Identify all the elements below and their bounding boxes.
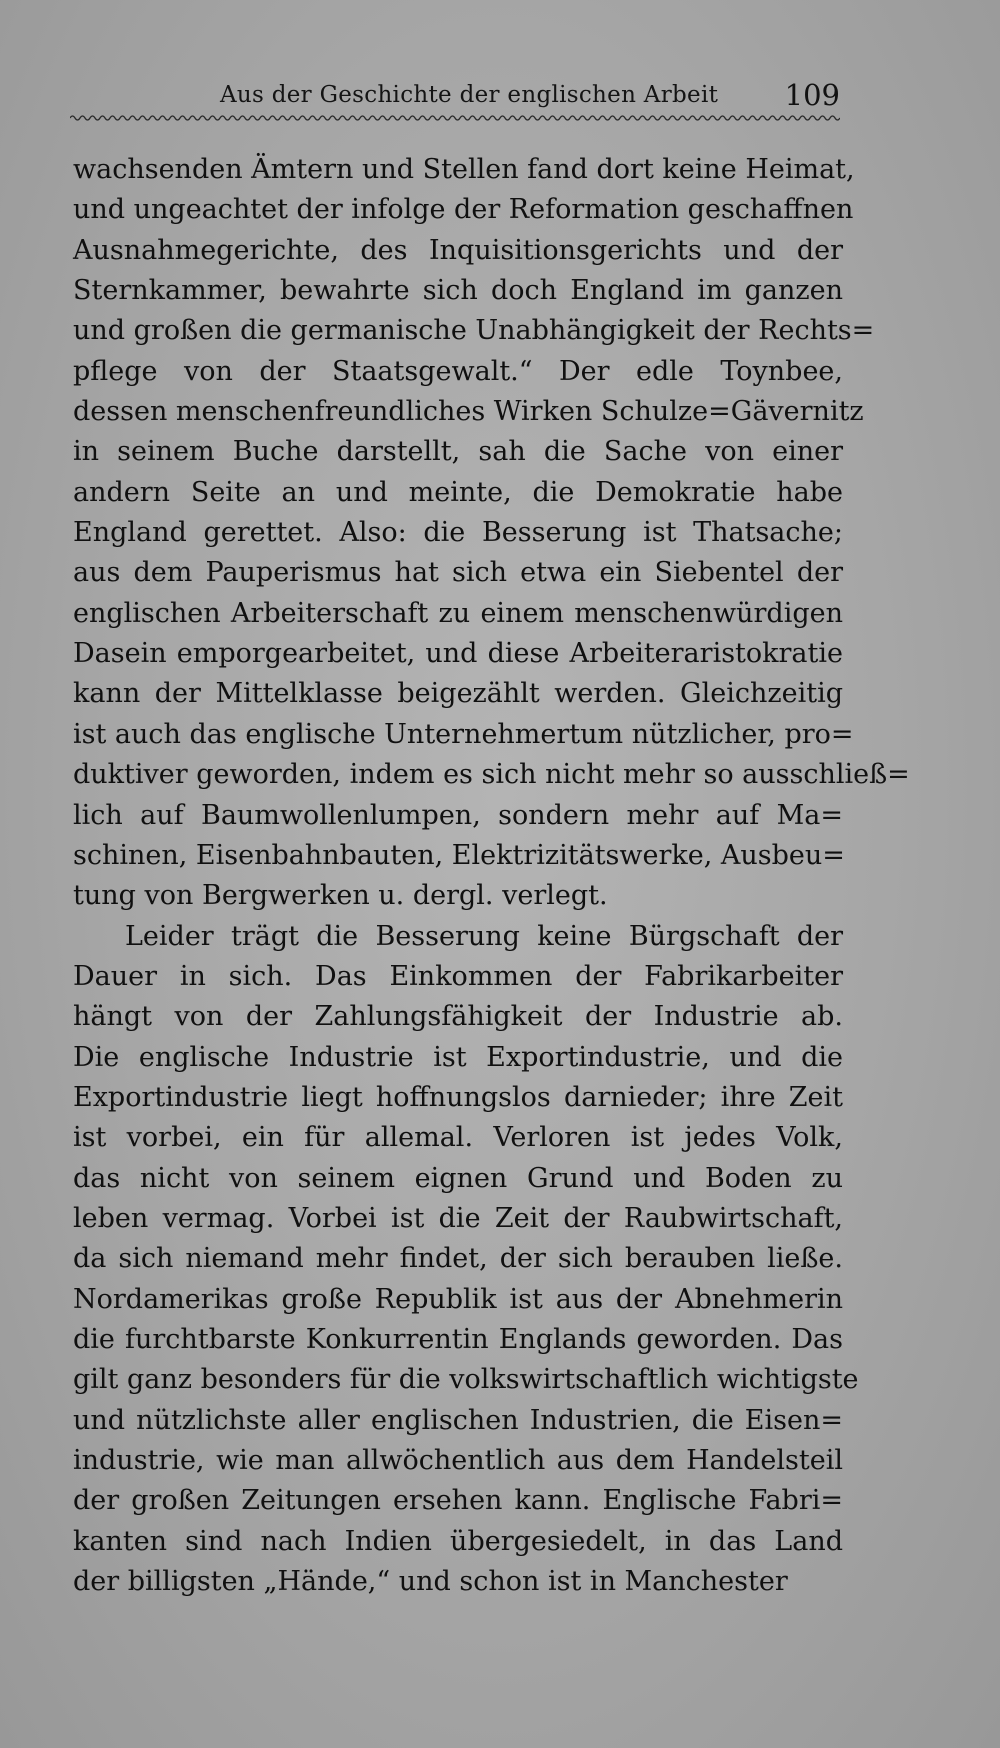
text-line: duktiver geworden, indem es sich nicht mehr so ausschließ= [73,759,910,791]
page-number: 109 [784,78,840,112]
text-line: Dauer in sich. Das Einkommen der Fabrikarbeiter [73,960,843,992]
text-line: Leider trägt die Besserung keine Bürgschaft der [125,920,843,952]
text-line: industrie, wie man allwöchentlich aus dem Handelsteil [73,1445,843,1476]
text-line: leben vermag. Vorbei ist die Zeit der Raubwirtschaft, [73,1202,843,1234]
text-line: der großen Zeitungen ersehen kann. Englische Fabri= [73,1485,843,1517]
text-line: tung von Bergwerken u. dergl. verlegt. [73,880,608,912]
text-line: und ungeachtet der infolge der Reformation geschaffnen [73,194,854,226]
text-line: ist auch das englische Unternehmertum nützlicher, pro= [73,718,854,750]
text-line: da sich niemand mehr findet, der sich berauben ließe. [73,1243,843,1275]
text-line: gilt ganz besonders für die volkswirtschaftlich wichtigste [73,1364,859,1396]
text-line: und nützlichste aller englischen Industrien, die Eisen= [73,1404,843,1436]
text-line: aus dem Pauperismus hat sich etwa ein Siebentel der [73,557,843,589]
text-line: England gerettet. Also: die Besserung ist Thatsache; [73,517,843,549]
text-line: hängt von der Zahlungsfähigkeit der Industrie ab. [73,1001,843,1033]
text-line: dessen menschenfreundliches Wirken Schulze=Gävernitz [73,396,864,428]
text-line: Ausnahmegerichte, des Inquisitionsgerichts und der [73,234,843,266]
text-line: schinen, Eisenbahnbauten, Elektrizitätswerke, Ausbeu= [73,839,845,871]
text-line: ist vorbei, ein für allemal. Verloren ist jedes Volk, [73,1122,843,1154]
text-line: Nordamerikas große Republik ist aus der Abnehmerin [73,1283,843,1315]
text-line: pflege von der Staatsgewalt.“ Der edle Toynbee, [73,355,843,387]
text-line: Sternkammer, bewahrte sich doch England im ganzen [73,275,843,307]
text-line: kann der Mittelklasse beigezählt werden. Gleichzeitig [73,678,843,710]
text-line: der billigsten „Hände,“ und schon ist in Manchester [73,1566,788,1598]
text-line: und großen die germanische Unabhängigkeit der Rechts= [73,315,875,347]
wavy-rule [70,112,840,124]
text-line: die furchtbarste Konkurrentin Englands geworden. Das [73,1323,843,1355]
running-title: Aus der Geschichte der englischen Arbeit [220,82,719,108]
text-line: das nicht von seinem eignen Grund und Boden zu [73,1162,843,1194]
text-line: kanten sind nach Indien übergesiedelt, in das Land [73,1525,843,1557]
text-line: Die englische Industrie ist Exportindustrie, und die [73,1041,843,1073]
text-line: andern Seite an und meinte, die Demokratie habe [73,476,843,508]
text-line: in seinem Buche darstellt, sah die Sache von einer [73,436,843,468]
text-line: englischen Arbeiterschaft zu einem menschenwürdigen [73,597,843,629]
body-text [73,150,910,1602]
text-line: Dasein emporgearbeitet, und diese Arbeiteraristokratie [73,638,843,670]
text-line: wachsenden Ämtern und Stellen fand dort keine Heimat, [73,154,855,185]
text-line: lich auf Baumwollenlumpen, sondern mehr auf Ma= [73,799,843,831]
text-line: Exportindustrie liegt hoffnungslos darnieder; ihre Zeit [73,1081,843,1113]
